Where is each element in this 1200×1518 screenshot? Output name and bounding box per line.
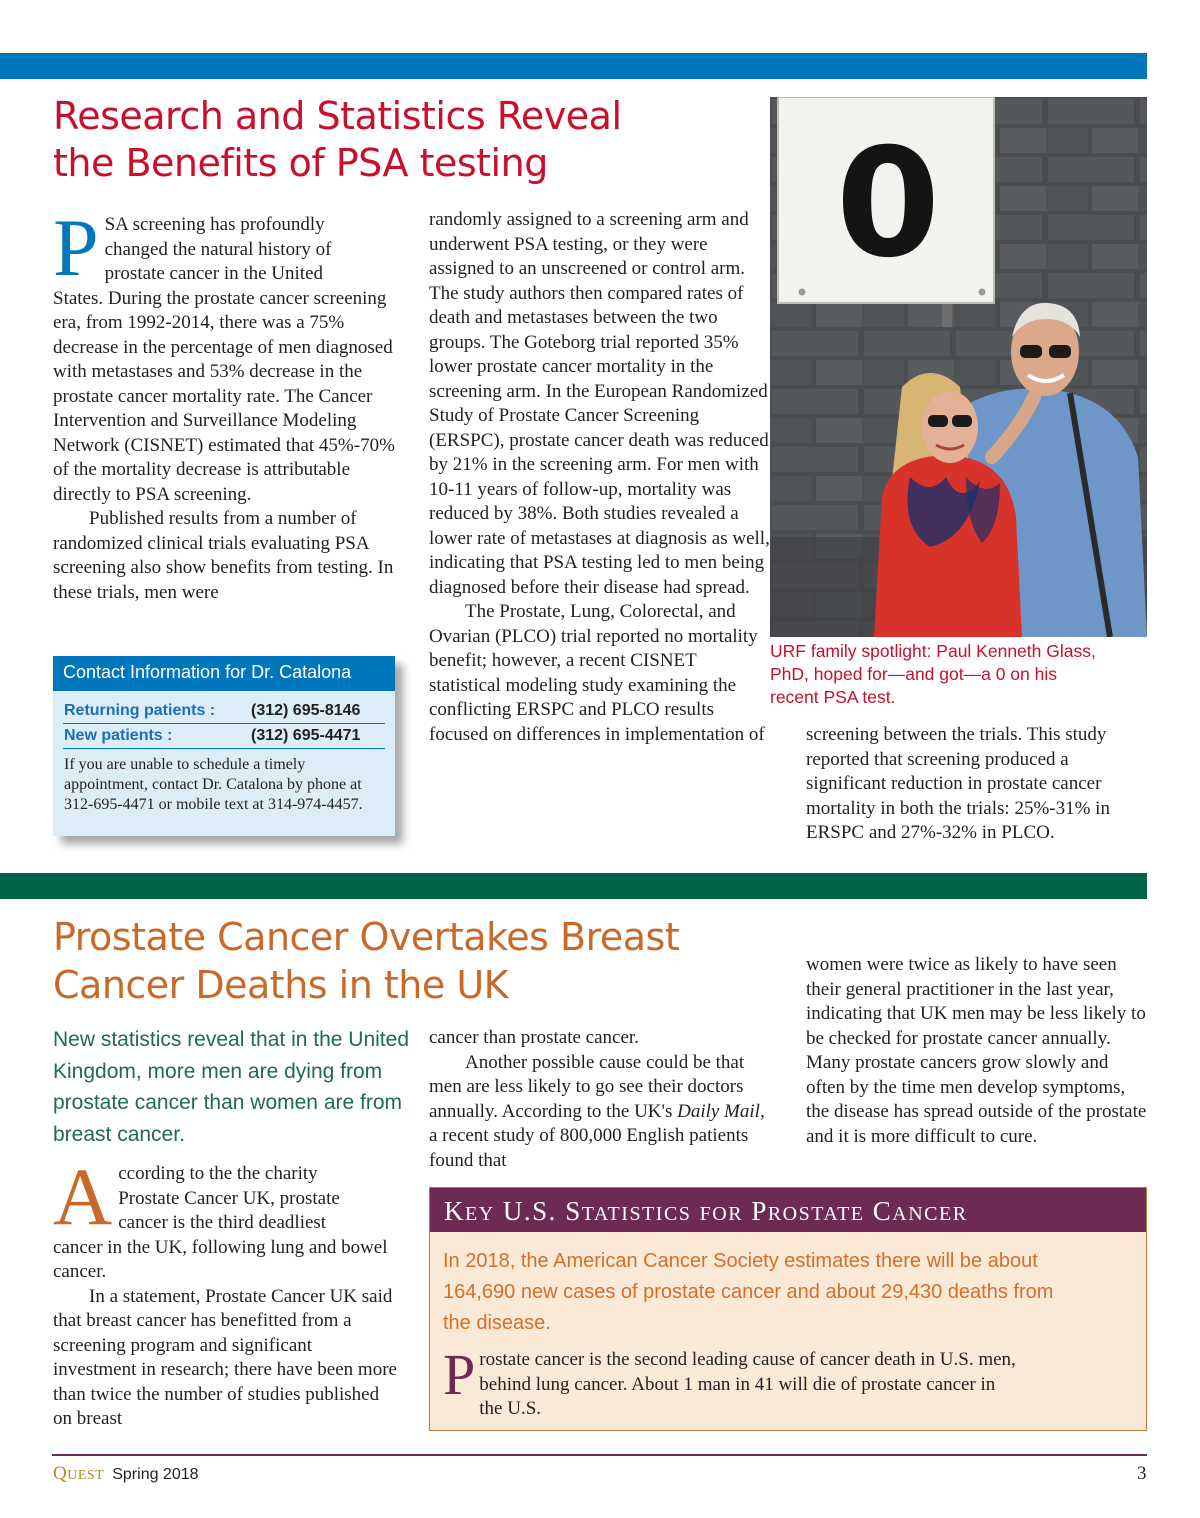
lead-line: the disease. bbox=[443, 1312, 551, 1334]
body-text: cancer in the UK, following lung and bowel cancer. bbox=[53, 1236, 388, 1282]
publication-name: Daily Mail bbox=[677, 1100, 760, 1122]
article2-title-line: Cancer Deaths in the UK bbox=[53, 963, 509, 1007]
title-word: U.S. bbox=[502, 1196, 557, 1226]
lead-line: In 2018, the American Cancer Society estimates there will be about bbox=[443, 1250, 1038, 1272]
article2-paragraph: women were twice as likely to have seen their general practitioner in the last year, indicating that UK men may be less likely to be checked for prostate cancer annually. Many prostate cancers grow slowly and often by the time men develop symptoms, the disease has spread outside of the prostate and it is more difficult to cure. bbox=[806, 954, 1147, 1147]
page-number: 3 bbox=[1137, 1463, 1147, 1484]
title-word: KEY bbox=[444, 1196, 495, 1226]
dropcap-line: prostate cancer in the United bbox=[104, 263, 324, 284]
spotlight-photo bbox=[770, 97, 1147, 637]
article1-column-3 bbox=[806, 723, 1151, 846]
photo-caption bbox=[770, 640, 1096, 709]
dropcap-line: Prostate Cancer UK, prostate bbox=[118, 1187, 340, 1209]
lead-line: 164,690 new cases of prostate cancer and about 29,430 deaths from bbox=[443, 1281, 1054, 1303]
section-divider-band bbox=[0, 873, 1147, 899]
contact-box-title: Contact Information for Dr. Catalona bbox=[53, 656, 395, 691]
subhead-line: prostate cancer than women are from bbox=[53, 1091, 403, 1114]
caption-line: recent PSA test. bbox=[770, 687, 896, 707]
footer-rule bbox=[52, 1454, 1147, 1456]
contact-row-new bbox=[63, 724, 385, 749]
dropcap-lines bbox=[53, 202, 398, 293]
dropcap-line: cancer is the third deadliest bbox=[118, 1212, 327, 1233]
article2-column-3 bbox=[806, 953, 1151, 1149]
contact-label: New patients : bbox=[64, 727, 173, 744]
drop-cap: P bbox=[443, 1342, 476, 1407]
contact-row-returning bbox=[63, 699, 385, 724]
statistics-body bbox=[443, 1342, 1133, 1422]
article2-paragraph bbox=[429, 1051, 771, 1174]
phone-number[interactable]: (312) 695-4471 bbox=[251, 727, 361, 744]
magazine-name: QUEST bbox=[53, 1463, 105, 1484]
article2-title bbox=[53, 913, 679, 1009]
article2-paragraph bbox=[53, 1151, 398, 1285]
issue-date: Spring 2018 bbox=[112, 1466, 199, 1483]
body-line: the U.S. bbox=[479, 1398, 542, 1419]
article1-title-line: Research and Statistics Reveal bbox=[53, 94, 622, 138]
key-statistics-box bbox=[429, 1187, 1147, 1431]
footer-issue bbox=[53, 1463, 199, 1485]
article1-paragraph: randomly assigned to a screening arm and underwent PSA testing, or they were assigned to an unscreened or control arm. The study authors then compared rates of death and metastases between the two groups. The Goteborg trial reported 35% lower prostate cancer mortality in the screening arm. In the European Randomized Study of Prostate Cancer Screening (ERSPC), prostate cancer death was reduced by 21% in the screening arm. For men with 10-11 years of follow-up, mortality was reduced by 38%. Both studies revealed a lower rate of metastases at diagnosis as well, indicating that PSA testing led to men being diagnosed before their disease had spread. bbox=[429, 209, 770, 598]
phone-number[interactable]: (312) 695-8146 bbox=[251, 702, 361, 719]
contact-label: Returning patients : bbox=[64, 702, 216, 719]
caption-line: URF family spotlight: Paul Kenneth Glass, bbox=[770, 641, 1096, 661]
article1-paragraph bbox=[53, 202, 398, 507]
title-word: FOR bbox=[699, 1203, 744, 1225]
statistics-lead bbox=[443, 1246, 1053, 1339]
subhead-line: breast cancer. bbox=[53, 1122, 185, 1146]
article1-paragraph: The Prostate, Lung, Colorectal, and Ovarian (PLCO) trial reported no mortality benefit; however, a recent CISNET statistical modeling study examining the conflicting ERSPC and PLCO results focused on differences in implementation of bbox=[429, 601, 765, 745]
drop-cap: P bbox=[53, 202, 99, 293]
article2-column-1 bbox=[53, 1151, 398, 1432]
article1-column-2 bbox=[429, 208, 771, 747]
dropcap-line: SA screening has profoundly bbox=[104, 214, 325, 235]
article1-title-line: the Benefits of PSA testing bbox=[53, 141, 548, 185]
photo-illustration bbox=[770, 97, 1147, 637]
body-line: rostate cancer is the second leading cause of cancer death in U.S. men, bbox=[479, 1349, 1016, 1370]
dropcap-line: changed the natural history of bbox=[104, 238, 332, 260]
article2-column-2 bbox=[429, 1026, 771, 1173]
caption-line: PhD, hoped for—and got—a 0 on his bbox=[770, 664, 1057, 684]
body-text: , a recent study of 800,000 English patients found that bbox=[429, 1100, 765, 1171]
subhead-line: New statistics reveal that in the United bbox=[53, 1028, 409, 1051]
title-word: PROSTATE bbox=[751, 1196, 865, 1226]
article1-column-1 bbox=[53, 202, 398, 605]
top-color-band bbox=[0, 53, 1147, 79]
contact-info-box bbox=[53, 656, 395, 836]
article2-paragraph: In a statement, Prostate Cancer UK said that breast cancer has benefitted from a screening program and significant investment in research; there have been more than twice the number of studies published on breast bbox=[53, 1285, 397, 1429]
drop-cap: A bbox=[53, 1151, 113, 1242]
dropcap-line: ccording to the the charity bbox=[118, 1163, 318, 1184]
title-word: CANCER bbox=[872, 1196, 968, 1226]
article1-paragraph: screening between the trials. This study reported that screening produced a significant reduction in prostate cancer mortality in both the trials: 25%-31% in ERSPC and 27%-32% in PLCO. bbox=[806, 724, 1110, 843]
body-line: behind lung cancer. About 1 man in 41 will die of prostate cancer in bbox=[479, 1373, 996, 1395]
article1-paragraph: Published results from a number of randomized clinical trials evaluating PSA screening also show benefits from testing. In these trials, men were bbox=[53, 508, 394, 603]
contact-note: If you are unable to schedule a timely appointment, contact Dr. Catalona by phone at 312-695-4471 or mobile text at 314-974-4457. bbox=[64, 756, 363, 813]
key-statistics-title bbox=[430, 1188, 1146, 1232]
article2-subhead bbox=[53, 1024, 409, 1150]
subhead-line: Kingdom, more men are dying from bbox=[53, 1059, 383, 1083]
body-text: States. During the prostate cancer screening era, from 1992-2014, there was a 75% decrease in the percentage of men diagnosed with metastases and 53% decrease in the prostate cancer mortality rate. The Cancer Intervention and Surveillance Modeling Network (CISNET) estimated that 45%-70% of the mortality decrease is attributable directly to PSA screening. bbox=[53, 287, 395, 505]
body-text: Another possible cause could be that men are less likely to go see their doctors annually. According to the UK's bbox=[429, 1051, 745, 1122]
article2-paragraph: cancer than prostate cancer. bbox=[429, 1027, 639, 1048]
sign-number: 0 bbox=[835, 117, 941, 291]
article1-title bbox=[53, 93, 622, 187]
article2-title-line: Prostate Cancer Overtakes Breast bbox=[53, 915, 680, 959]
title-word: STATISTICS bbox=[565, 1196, 692, 1226]
